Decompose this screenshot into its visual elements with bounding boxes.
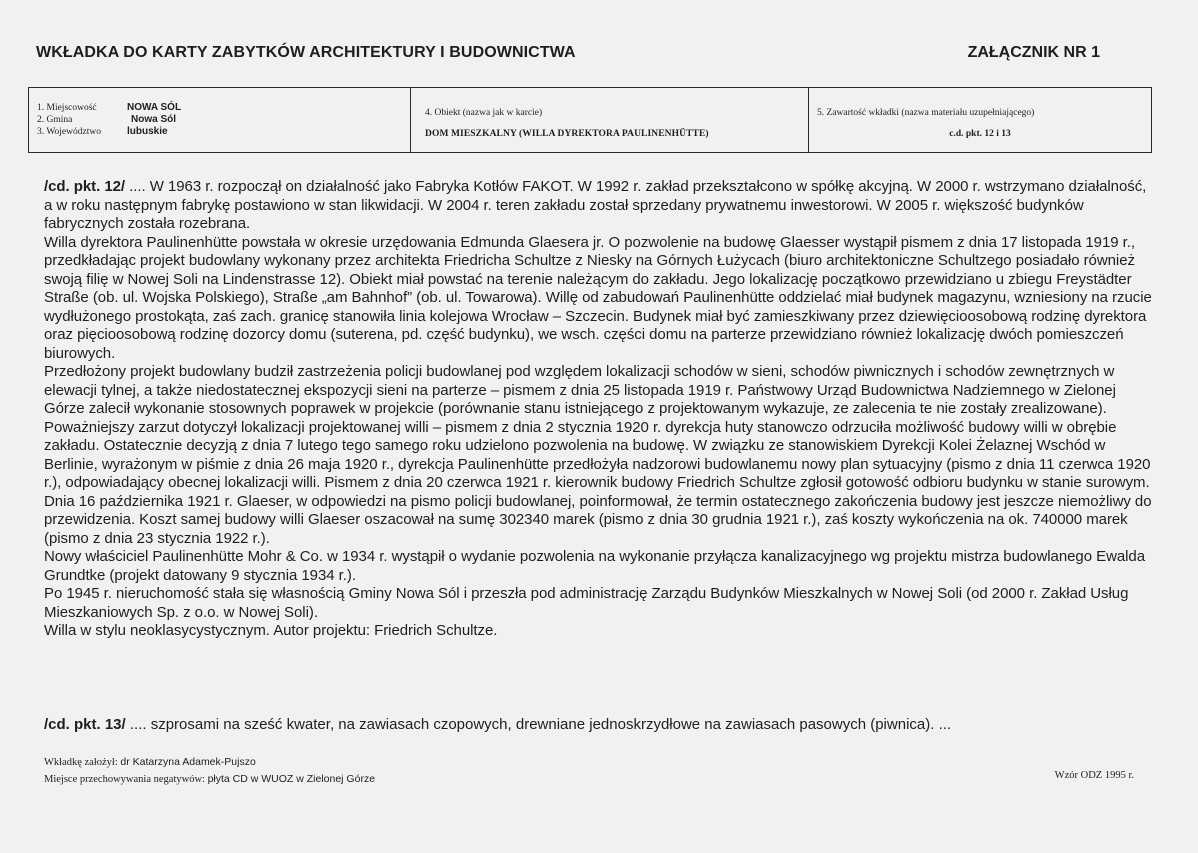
paragraph-13-text: .... szprosami na sześć kwater, na zawiasach czopowych, drewniane jednoskrzydłowe na zawiasach pasowych (piwnica). ... (125, 716, 952, 733)
voivodeship-row (37, 126, 168, 137)
paragraph-3: Przedłożony projekt budowlany budził zastrzeżenia policji budowlanej pod względem lokalizacji schodów w sieni, schodów piwnicznych i schodów zewnętrznych w elewacji tylnej, a także niedostatecznej ekspozycji sieni na parterze – pismem z dnia 25 listopada 1919 r. Państwowy Urząd Budownictwa Nadziemnego w Zielonej Górze zalecił wykonanie stosownych poprawek w projekcie (porównanie stanu istniejącego z projektowanym wykazuje, ze zalecenia te nie zostały zrealizowane). Poważniejszy zarzut dotyczył lokalizacji projektowanej willi – pismem z dnia 2 stycznia 1920 r. dyrekcja huty stanowczo odrzuciła możliwość budowy willi w obrębie zakładu. Ostatecznie decyzją z dnia 7 lutego tego samego roku udzielono pozwolenia na budowę. W związku ze stanowiskiem Dyrekcji Kolei Żelaznej Wschód w Berlinie, wyrażonym w piśmie z dnia 26 maja 1920 r., dyrekcja Paulinenhütte przedłożyła nadzorowi budowlanemu nowy plan sytuacyjny (pismo z dnia 11 czerwca 1920 r.), odpowiadający obecnej lokalizacji willi. Pismem z dnia 20 czerwca 1921 r. kierownik budowy Friedrich Schultze zgłosił gotowość odbioru budynku w stanie surowym. Dnia 16 października 1921 r. Glaeser, w odpowiedzi na pismo policji budowlanej, poinformował, że termin ostatecznego zakończenia budowy jest jeszcze niemożliwy do przewidzenia. Koszt samej budowy willi Glaeser oszacował na sumę 302340 marek (pismo z dnia 30 grudnia 1921 r.), zaś koszty wykończenia na ok. 740000 marek (pismo z dnia 23 stycznia 1922 r.). (44, 363, 1152, 547)
attachment-label: 5. Zawartość wkładki (nazwa materiału uzupełniającego) (817, 108, 1035, 118)
voivodeship-value: lubuskie (127, 126, 168, 137)
paragraph-4: Nowy właściciel Paulinenhütte Mohr & Co. w 1934 r. wystąpił o wydanie pozwolenia na wykonanie przyłącza kanalizacyjnego wg projektu mistrza budowlanego Ewalda Grundtke (projekt datowany 9 stycznia 1934 r.). (44, 548, 1146, 584)
attachment-cell (809, 88, 1151, 152)
paragraph-13 (44, 716, 1154, 735)
voivodeship-label: 3. Województwo (37, 127, 101, 137)
location-row (37, 102, 181, 113)
location-value: NOWA SÓL (127, 102, 182, 113)
annex-number: ZAŁĄCZNIK NR 1 (967, 44, 1100, 61)
storage-label: Miejsce przechowywania negatywów: (44, 774, 205, 785)
paragraph-6: Willa w stylu neoklasycystycznym. Autor projektu: Friedrich Schultze. (44, 622, 498, 639)
author-label: Wkładkę założył: (44, 757, 118, 768)
section-ref-12: /cd. pkt. 12/ (44, 178, 126, 195)
body-text (44, 178, 1154, 641)
storage-line (44, 771, 375, 788)
paragraph-2: Willa dyrektora Paulinenhütte powstała w okresie urzędowania Edmunda Glaesera jr. O pozwolenie na budowę Glaesser wystąpił pismem z dnia 17 listopada 1919 r., przedkładając projekt budowlany wykonany przez architekta Friedricha Schultze z Niesky na Górnych Łużycach (biuro architektoniczne Schultzego posiadało również swoją filię w Nowej Soli na Lindenstrasse 12). Obiekt miał powstać na terenie należącym do zakładu. Jego lokalizację początkowo przewidziano u zbiegu Freystädter Straße (ob. ul. Wojska Polskiego), Straße „am Bahnhof” (ob. ul. Towarowa). Willę od zabudowań Paulinenhütte oddzielać miał budynek magazynu, wzniesiony na rzucie wydłużonego prostokąta, zaś zach. granicę stanowiła linia kolejowa Wrocław – Szczecin. Budynek miał być zamieszkiwany przez dziewięcioosobową rodzinę dyrektora oraz pięcioosobową rodzinę dozorcy domu (suterena, pd. część budynku), we wsch. części domu na parterze przewidziano również lokalizację dwóch pomieszczeń biurowych. (44, 233, 1152, 362)
document-title: WKŁADKA DO KARTY ZABYTKÓW ARCHITEKTURY I BUDOWNICTWA (36, 44, 576, 61)
author-name: dr Katarzyna Adamek-Pujszo (120, 756, 256, 768)
object-value: DOM MIESZKALNY (WILLA DYREKTORA PAULINENHÜTTE) (425, 129, 709, 139)
location-label: 1. Miejscowość (37, 103, 97, 113)
commune-label: 2. Gmina (37, 115, 73, 125)
attachment-value: c.d. pkt. 12 i 13 (949, 129, 1011, 139)
footer-info (44, 754, 375, 788)
paragraph-1 (44, 178, 1154, 234)
info-table (28, 87, 1152, 153)
form-template: Wzór ODZ 1995 r. (1054, 770, 1134, 781)
location-cell (29, 88, 411, 152)
paragraph-1-text: .... W 1963 r. rozpoczął on działalność jako Fabryka Kotłów FAKOT. W 1992 r. zakład przekształcono w spółkę akcyjną. W 2000 r. wstrzymano działalność, a w roku następnym fabrykę postawiono w stan likwidacji. W 2004 r. teren zakładu został sprzedany prywatnemu inwestorowi. W 2005 r. większość budynków fabrycznych została rozebrana. (44, 178, 1147, 232)
commune-value: Nowa Sól (131, 114, 177, 125)
author-line (44, 754, 375, 771)
paragraph-5: Po 1945 r. nieruchomość stała się własnością Gminy Nowa Sól i przeszła pod administrację Zarządu Budynków Mieszkalnych w Nowej Soli (od 2000 r. Zakład Usług Mieszkaniowych Sp. z o.o. w Nowej Soli). (44, 585, 1129, 621)
section-ref-13: /cd. pkt. 13/ (44, 716, 126, 733)
storage-location: płyta CD w WUOZ w Zielonej Górze (207, 773, 376, 785)
object-label: 4. Obiekt (nazwa jak w karcie) (425, 108, 543, 118)
object-cell (411, 88, 809, 152)
commune-row (37, 114, 176, 125)
